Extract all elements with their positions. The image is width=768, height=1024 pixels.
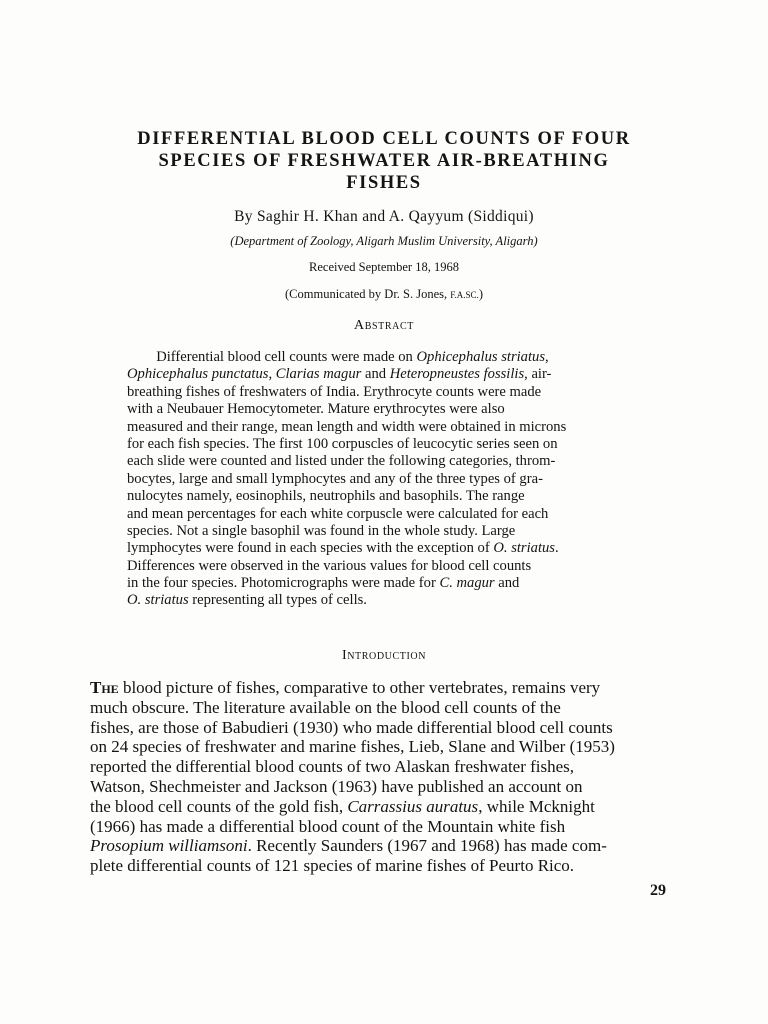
abstract-heading: Abstract [354,318,414,333]
intro-line: much obscure. The literature available on the blood cell counts of the [90,697,561,717]
abstract-line: for each fish species. The first 100 corpuscles of leucocytic series seen on [127,435,558,452]
intro-line-text: blood picture of fishes, comparative to other vertebrates, remains very [118,678,601,697]
introduction-heading: Introduction [341,648,427,663]
intro-line: reported the differential blood counts of two Alaskan freshwater fishes, [90,757,575,777]
paper-title [80,128,688,194]
author-line: By Saghir H. Khan and A. Qayyum (Siddiqui) [234,208,534,225]
abstract-line: with a Neubauer Hemocytometer. Mature erythrocytes were also [127,401,505,418]
page-number: 29 [650,882,666,899]
abstract-line [127,349,639,366]
intro-line: the blood cell counts of the gold fish, Carrassius auratus, while Mcknight [90,796,595,816]
abstract-line: in the four species. Photomicrographs were made for C. magur and [127,575,520,592]
abstract-line: and mean percentages for each white corpuscle were calculated for each [127,505,549,522]
title-line: SPECIES OF FRESHWATER AIR-BREATHING [158,151,610,171]
intro-line: Watson, Shechmeister and Jackson (1963) have published an account on [90,776,583,796]
abstract-line: bocytes, large and small lymphocytes and any of the three types of gra- [127,470,543,487]
intro-line: (1966) has made a differential blood count of the Mountain white fish [90,816,566,836]
abstract-line: species. Not a single basophil was found in the whole study. Large [127,522,516,539]
fellowship-abbrev: F.A.SC. [450,290,479,300]
intro-line: Prosopium williamsoni. Recently Saunders (1967 and 1968) has made com- [90,836,607,856]
abstract-line: each slide were counted and listed under the following categories, throm- [127,453,556,470]
abstract-line: nulocytes namely, eosinophils, neutrophils and basophils. The range [127,488,525,505]
abstract-line: Ophicephalus punctatus, Clarias magur and Heteropneustes fossilis, air- [127,366,552,383]
abstract-line: measured and their range, mean length and width were obtained in microns [127,418,567,435]
affiliation: (Department of Zoology, Aligarh Muslim University, Aligarh) [230,234,538,248]
intro-line [90,678,670,698]
received-date: Received September 18, 1968 [309,260,459,274]
abstract-line: Differences were observed in the various values for blood cell counts [127,557,532,574]
abstract-line: lymphocytes were found in each species with the exception of O. striatus. [127,540,559,557]
title-line: FISHES [346,173,422,193]
intro-line: on 24 species of freshwater and marine fishes, Lieb, Slane and Wilber (1953) [90,737,615,757]
intro-lead-word: The [90,678,119,697]
abstract-line-text: Differential blood cell counts were made on Ophicephalus striatus, [156,349,549,365]
communicated-by [80,287,688,302]
title-line: DIFFERENTIAL BLOOD CELL COUNTS OF FOUR [137,129,631,149]
abstract-body [127,349,639,610]
intro-line: plete differential counts of 121 species of marine fishes of Peurto Rico. [90,856,575,876]
introduction-body [90,678,670,876]
abstract-line: breathing fishes of freshwaters of India. Erythrocyte counts were made [127,383,542,400]
communicated-close: ) [478,287,483,301]
abstract-line: O. striatus representing all types of cells. [127,592,367,609]
intro-line: fishes, are those of Babudieri (1930) who made differential blood cell counts [90,717,613,737]
communicated-text: (Communicated by Dr. S. Jones, [285,287,451,301]
